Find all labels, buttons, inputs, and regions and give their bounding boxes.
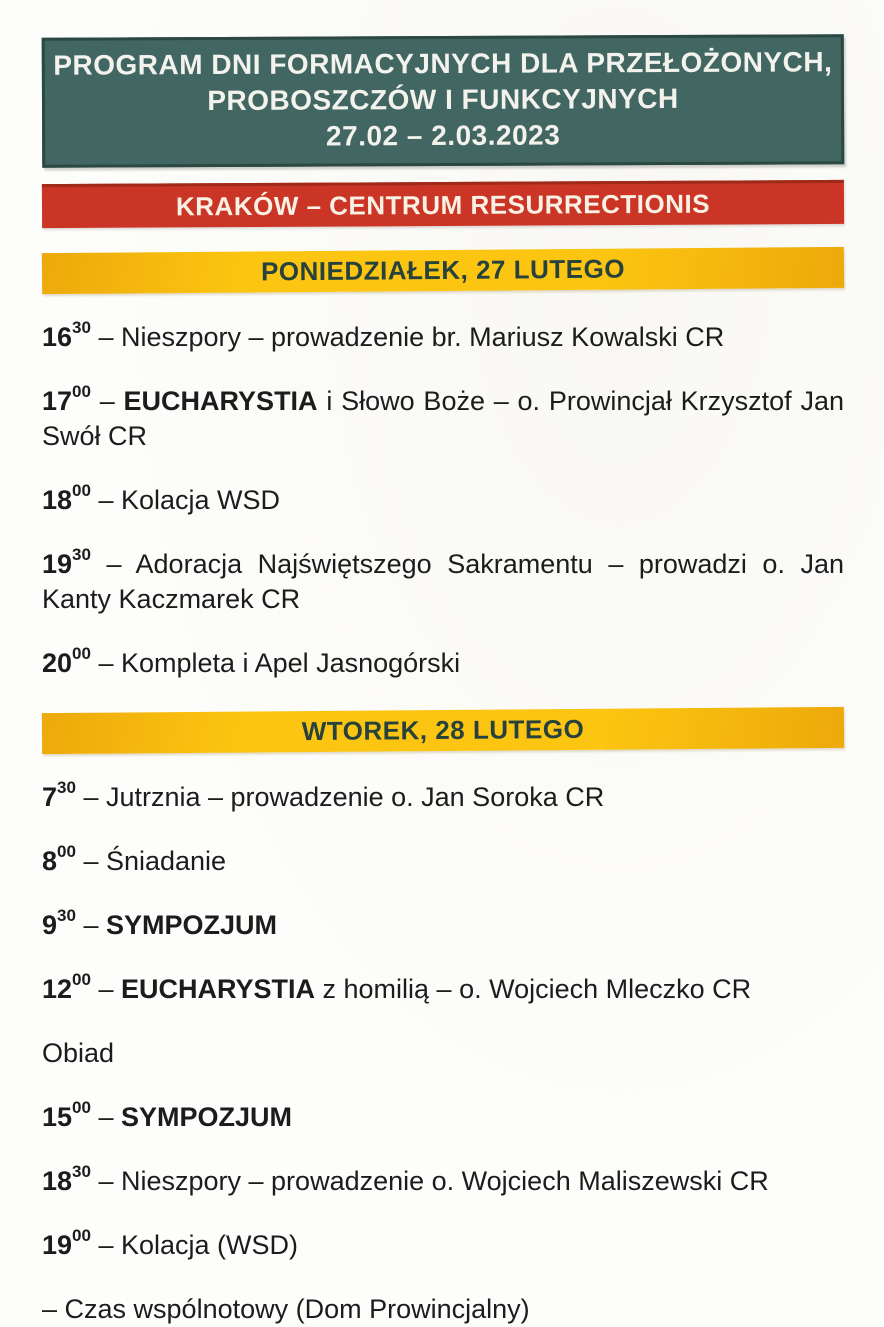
schedule-item bbox=[42, 1036, 844, 1071]
item-time-minutes: 00 bbox=[72, 970, 91, 989]
item-text: z homilią – o. Wojciech Mleczko CR bbox=[315, 974, 752, 1004]
item-text: – bbox=[75, 910, 106, 940]
day-banner: WTOREK, 28 LUTEGO bbox=[42, 707, 844, 754]
schedule-item bbox=[42, 1100, 844, 1135]
program-title-banner bbox=[42, 34, 845, 167]
item-time: $19^{00}$ bbox=[42, 1226, 91, 1260]
schedule-item bbox=[42, 1292, 844, 1327]
item-time-minutes: 30 bbox=[72, 1162, 91, 1181]
schedule-item bbox=[42, 1164, 844, 1199]
item-time: $7^{30}$ bbox=[42, 778, 76, 812]
schedule-item bbox=[42, 483, 844, 518]
schedule-item bbox=[42, 547, 844, 617]
item-time-minutes: 30 bbox=[57, 906, 76, 925]
item-time: $15^{00}$ bbox=[42, 1098, 91, 1132]
location-banner-label: KRAKÓW – CENTRUM RESURRECTIONIS bbox=[175, 188, 711, 222]
item-text: – bbox=[90, 386, 124, 416]
item-time: $16^{30}$ bbox=[42, 318, 91, 352]
schedule-item bbox=[42, 780, 844, 815]
item-text: – Czas wspólnotowy (Dom Prowincjalny) bbox=[42, 1294, 530, 1324]
item-text: – Adoracja Najświętszego Sakramentu – prowadzi o. Jan Kanty Kaczmarek CR bbox=[42, 549, 844, 614]
schedule-item bbox=[42, 844, 844, 879]
schedule-item bbox=[42, 908, 844, 943]
schedule-days bbox=[42, 250, 844, 1327]
schedule-item bbox=[42, 384, 844, 454]
item-time: $20^{00}$ bbox=[42, 644, 91, 678]
schedule-item bbox=[42, 972, 844, 1007]
item-text: EUCHARYSTIA bbox=[121, 974, 316, 1004]
item-time-minutes: 00 bbox=[57, 842, 76, 861]
item-text: – bbox=[90, 974, 121, 1004]
item-time-minutes: 00 bbox=[72, 644, 91, 663]
program-title-line-1: PROGRAM DNI FORMACYJNYCH DLA PRZEŁOŻONYCH, bbox=[53, 46, 833, 81]
item-time-minutes: 30 bbox=[72, 545, 91, 564]
program-date-range: 27.02 – 2.03.2023 bbox=[325, 119, 561, 152]
schedule-item bbox=[42, 1228, 844, 1263]
day-banner: PONIEDZIAŁEK, 27 LUTEGO bbox=[42, 247, 844, 294]
item-time: $19^{30}$ bbox=[42, 545, 91, 579]
item-text: Obiad bbox=[42, 1038, 115, 1068]
item-text: SYMPOZJUM bbox=[121, 1102, 293, 1132]
item-text: – Śniadanie bbox=[75, 846, 227, 876]
item-text: – Nieszpory – prowadzenie br. Mariusz Kowalski CR bbox=[90, 322, 725, 352]
item-text: – bbox=[90, 1102, 121, 1132]
item-time-minutes: 00 bbox=[72, 382, 91, 401]
item-text: – Kolacja (WSD) bbox=[90, 1230, 299, 1260]
schedule-item bbox=[42, 646, 844, 681]
item-time-minutes: 30 bbox=[57, 778, 76, 797]
schedule-item bbox=[42, 320, 844, 355]
item-time: $8^{00}$ bbox=[42, 842, 76, 876]
item-text: i Słowo Boże – o. Prowincjał Krzysztof Jan Swół CR bbox=[42, 386, 844, 451]
item-time-minutes: 30 bbox=[72, 318, 91, 337]
item-time: $9^{30}$ bbox=[42, 906, 76, 940]
item-time: $18^{30}$ bbox=[42, 1162, 91, 1196]
item-time: $17^{00}$ bbox=[42, 382, 91, 416]
item-text: – Jutrznia – prowadzenie o. Jan Soroka CR bbox=[75, 782, 605, 812]
item-time-minutes: 00 bbox=[72, 481, 91, 500]
item-text: – Nieszpory – prowadzenie o. Wojciech Maliszewski CR bbox=[90, 1166, 769, 1196]
item-text: – Kompleta i Apel Jasnogórski bbox=[90, 648, 461, 678]
item-time-minutes: 00 bbox=[72, 1098, 91, 1117]
item-text: – Kolacja WSD bbox=[90, 485, 281, 515]
program-title-line-2: PROBOSZCZÓW I FUNKCYJNYCH bbox=[207, 82, 679, 117]
item-time: $18^{00}$ bbox=[42, 481, 91, 515]
location-banner bbox=[42, 180, 844, 228]
item-time-minutes: 00 bbox=[72, 1226, 91, 1245]
item-text: EUCHARYSTIA bbox=[123, 386, 318, 416]
item-time: $12^{00}$ bbox=[42, 970, 91, 1004]
item-text: SYMPOZJUM bbox=[105, 910, 278, 940]
